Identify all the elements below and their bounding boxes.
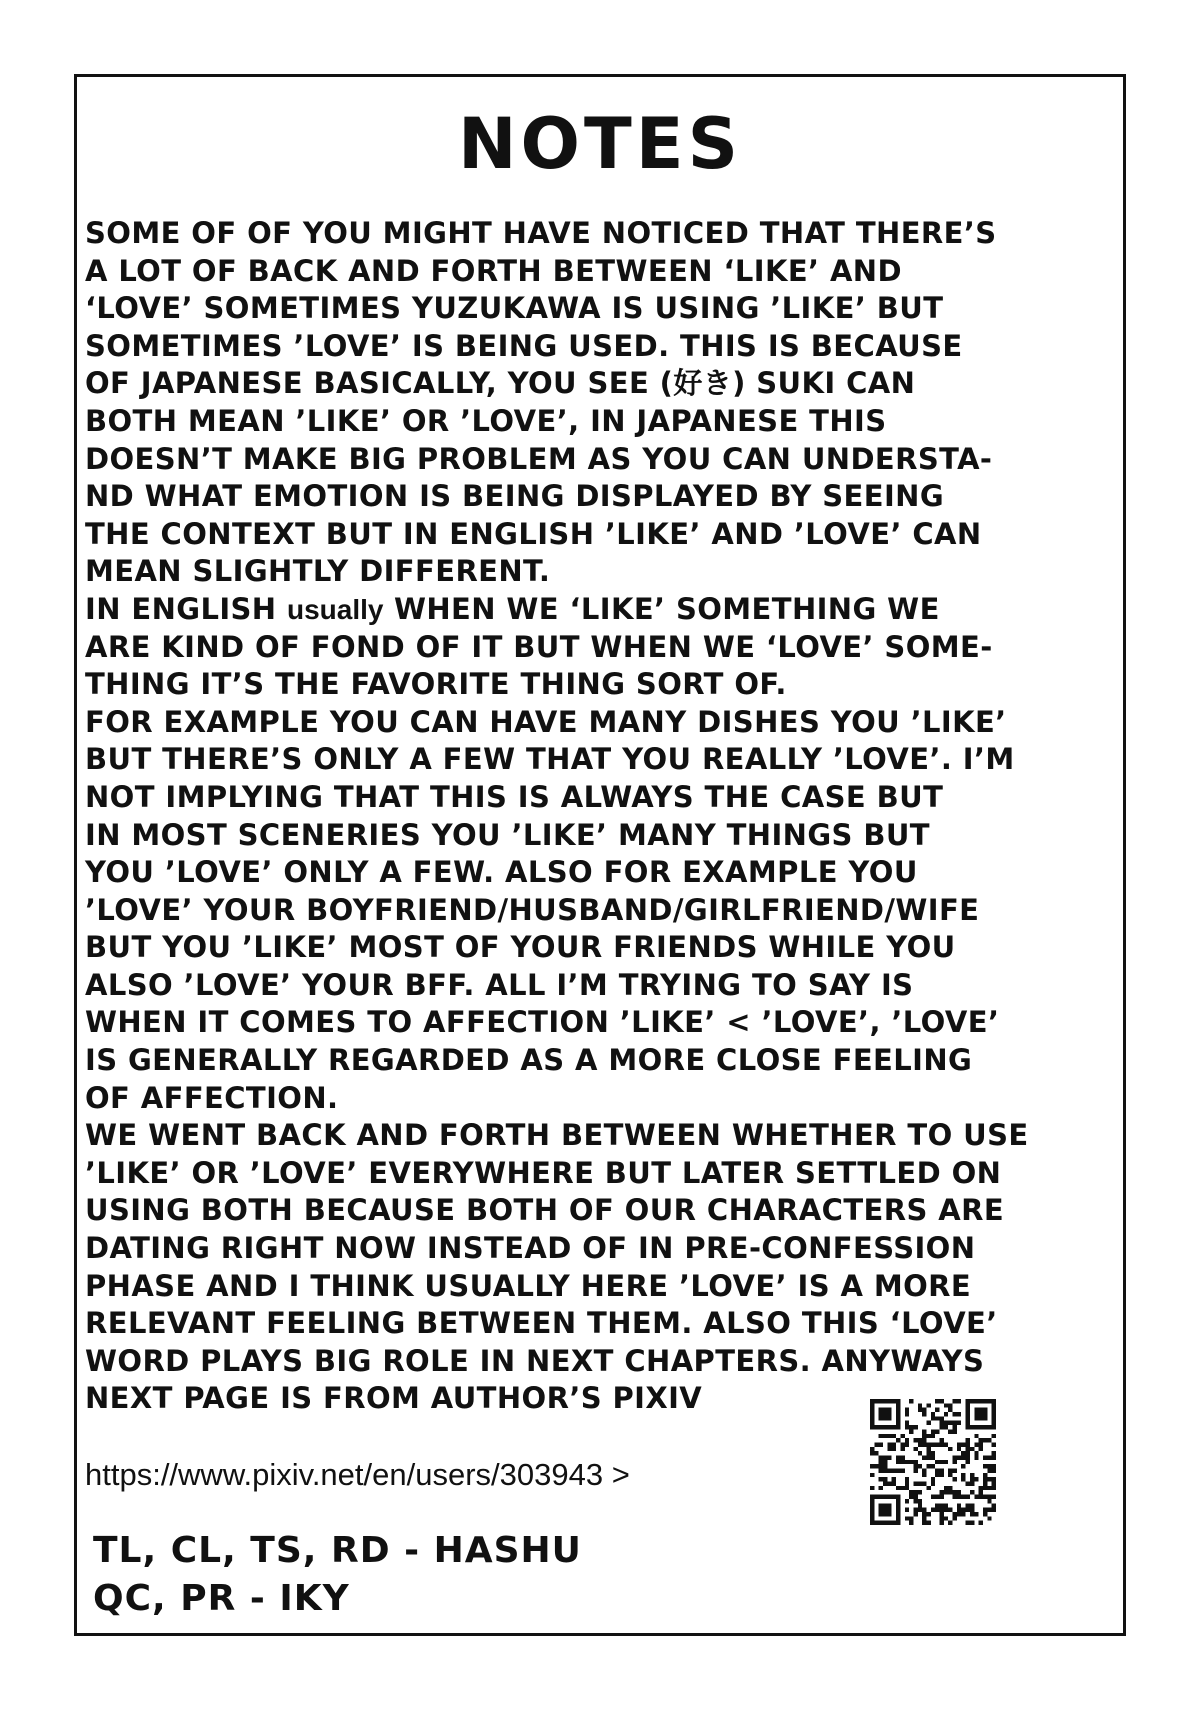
text-segment: RELEVANT FEELING BETWEEN THEM. ALSO THIS ‘LOVE’ bbox=[85, 1306, 998, 1341]
emphasis-word: usually bbox=[286, 593, 384, 625]
text-line bbox=[85, 666, 1115, 704]
text-line bbox=[85, 1042, 1115, 1080]
text-segment: A LOT OF BACK AND FORTH BETWEEN ‘LIKE’ AND bbox=[85, 253, 902, 288]
text-line bbox=[85, 629, 1115, 667]
qr-code-icon[interactable] bbox=[870, 1399, 996, 1525]
text-line bbox=[85, 1268, 1115, 1306]
text-segment: THING IT’S THE FAVORITE THING SORT OF. bbox=[85, 667, 787, 702]
text-segment: ALSO ’LOVE’ YOUR BFF. ALL I’M TRYING TO SAY IS bbox=[85, 967, 914, 1002]
text-line bbox=[85, 478, 1115, 516]
text-segment: BOTH MEAN ’LIKE’ OR ’LOVE’, IN JAPANESE THIS bbox=[85, 403, 887, 438]
text-line bbox=[85, 929, 1115, 967]
pixiv-link[interactable]: https://www.pixiv.net/en/users/303943 > bbox=[85, 1457, 630, 1492]
text-line bbox=[85, 1192, 1115, 1230]
credit-line-translation: TL, CL, TS, RD - HASHU bbox=[93, 1530, 582, 1571]
credits bbox=[93, 1527, 582, 1623]
text-segment: IN MOST SCENERIES YOU ’LIKE’ MANY THINGS BUT bbox=[85, 817, 930, 852]
text-line bbox=[85, 1004, 1115, 1042]
text-segment: OF JAPANESE BASICALLY, YOU SEE (好き) SUKI CAN bbox=[85, 366, 916, 401]
text-segment: OF AFFECTION. bbox=[85, 1080, 339, 1115]
credit-line-qc: QC, PR - IKY bbox=[93, 1578, 350, 1619]
text-line bbox=[85, 817, 1115, 855]
text-line bbox=[85, 1155, 1115, 1193]
notes-body bbox=[85, 215, 1115, 1418]
text-line bbox=[85, 553, 1115, 591]
text-segment: IS GENERALLY REGARDED AS A MORE CLOSE FEELING bbox=[85, 1043, 973, 1078]
text-segment: DATING RIGHT NOW INSTEAD OF IN PRE-CONFESSION bbox=[85, 1231, 976, 1266]
text-segment: SOMETIMES ’LOVE’ IS BEING USED. THIS IS BECAUSE bbox=[85, 328, 963, 363]
page-title: NOTES bbox=[457, 103, 743, 185]
text-line bbox=[85, 779, 1115, 817]
text-segment: ’LIKE’ OR ’LOVE’ EVERYWHERE BUT LATER SETTLED ON bbox=[85, 1155, 1002, 1190]
text-segment: WHEN WE ‘LIKE’ SOMETHING WE bbox=[383, 591, 940, 626]
text-line bbox=[85, 516, 1115, 554]
text-segment: THE CONTEXT BUT IN ENGLISH ’LIKE’ AND ’LOVE’ CAN bbox=[85, 516, 982, 551]
text-line bbox=[85, 365, 1115, 403]
text-segment: WORD PLAYS BIG ROLE IN NEXT CHAPTERS. ANYWAYS bbox=[85, 1343, 985, 1378]
text-line bbox=[85, 854, 1115, 892]
text-line bbox=[85, 1117, 1115, 1155]
text-segment: BUT YOU ’LIKE’ MOST OF YOUR FRIENDS WHILE YOU bbox=[85, 930, 956, 965]
text-segment: NEXT PAGE IS FROM AUTHOR’S PIXIV bbox=[85, 1381, 703, 1416]
text-line bbox=[85, 967, 1115, 1005]
notes-frame bbox=[74, 74, 1126, 1636]
text-segment: YOU ’LOVE’ ONLY A FEW. ALSO FOR EXAMPLE YOU bbox=[85, 855, 918, 890]
text-segment: PHASE AND I THINK USUALLY HERE ’LOVE’ IS A MORE bbox=[85, 1268, 972, 1303]
text-line bbox=[85, 591, 1115, 629]
text-segment: ND WHAT EMOTION IS BEING DISPLAYED BY SEEING bbox=[85, 479, 945, 514]
text-line bbox=[85, 290, 1115, 328]
text-segment: NOT IMPLYING THAT THIS IS ALWAYS THE CASE BUT bbox=[85, 779, 944, 814]
text-line bbox=[85, 328, 1115, 366]
text-segment: BUT THERE’S ONLY A FEW THAT YOU REALLY ’LOVE’. I’M bbox=[85, 742, 1015, 777]
text-segment: IN ENGLISH bbox=[85, 591, 287, 626]
text-line bbox=[85, 1080, 1115, 1118]
text-line bbox=[85, 403, 1115, 441]
text-segment: USING BOTH BECAUSE BOTH OF OUR CHARACTERS ARE bbox=[85, 1193, 1005, 1228]
text-segment: WE WENT BACK AND FORTH BETWEEN WHETHER TO USE bbox=[85, 1118, 1029, 1153]
text-line bbox=[85, 741, 1115, 779]
text-line bbox=[85, 1305, 1115, 1343]
text-segment: ‘LOVE’ SOMETIMES YUZUKAWA IS USING ’LIKE’ BUT bbox=[85, 291, 944, 326]
text-line bbox=[85, 1230, 1115, 1268]
text-segment: MEAN SLIGHTLY DIFFERENT. bbox=[85, 554, 551, 589]
text-segment: SOME OF OF YOU MIGHT HAVE NOTICED THAT THERE’S bbox=[85, 216, 997, 250]
text-line bbox=[85, 892, 1115, 930]
text-segment: WHEN IT COMES TO AFFECTION ’LIKE’ < ’LOVE’, ’LOVE’ bbox=[85, 1005, 1000, 1040]
text-segment: ’LOVE’ YOUR BOYFRIEND/HUSBAND/GIRLFRIEND/WIFE bbox=[85, 892, 980, 927]
text-line bbox=[85, 441, 1115, 479]
text-segment: FOR EXAMPLE YOU CAN HAVE MANY DISHES YOU ’LIKE’ bbox=[85, 704, 1007, 739]
text-segment: ARE KIND OF FOND OF IT BUT WHEN WE ‘LOVE’ SOME- bbox=[85, 629, 993, 664]
text-line bbox=[85, 215, 1115, 253]
text-line bbox=[85, 1343, 1115, 1381]
text-line bbox=[85, 704, 1115, 742]
text-segment: DOESN’T MAKE BIG PROBLEM AS YOU CAN UNDERSTA- bbox=[85, 441, 993, 476]
text-line bbox=[85, 253, 1115, 291]
